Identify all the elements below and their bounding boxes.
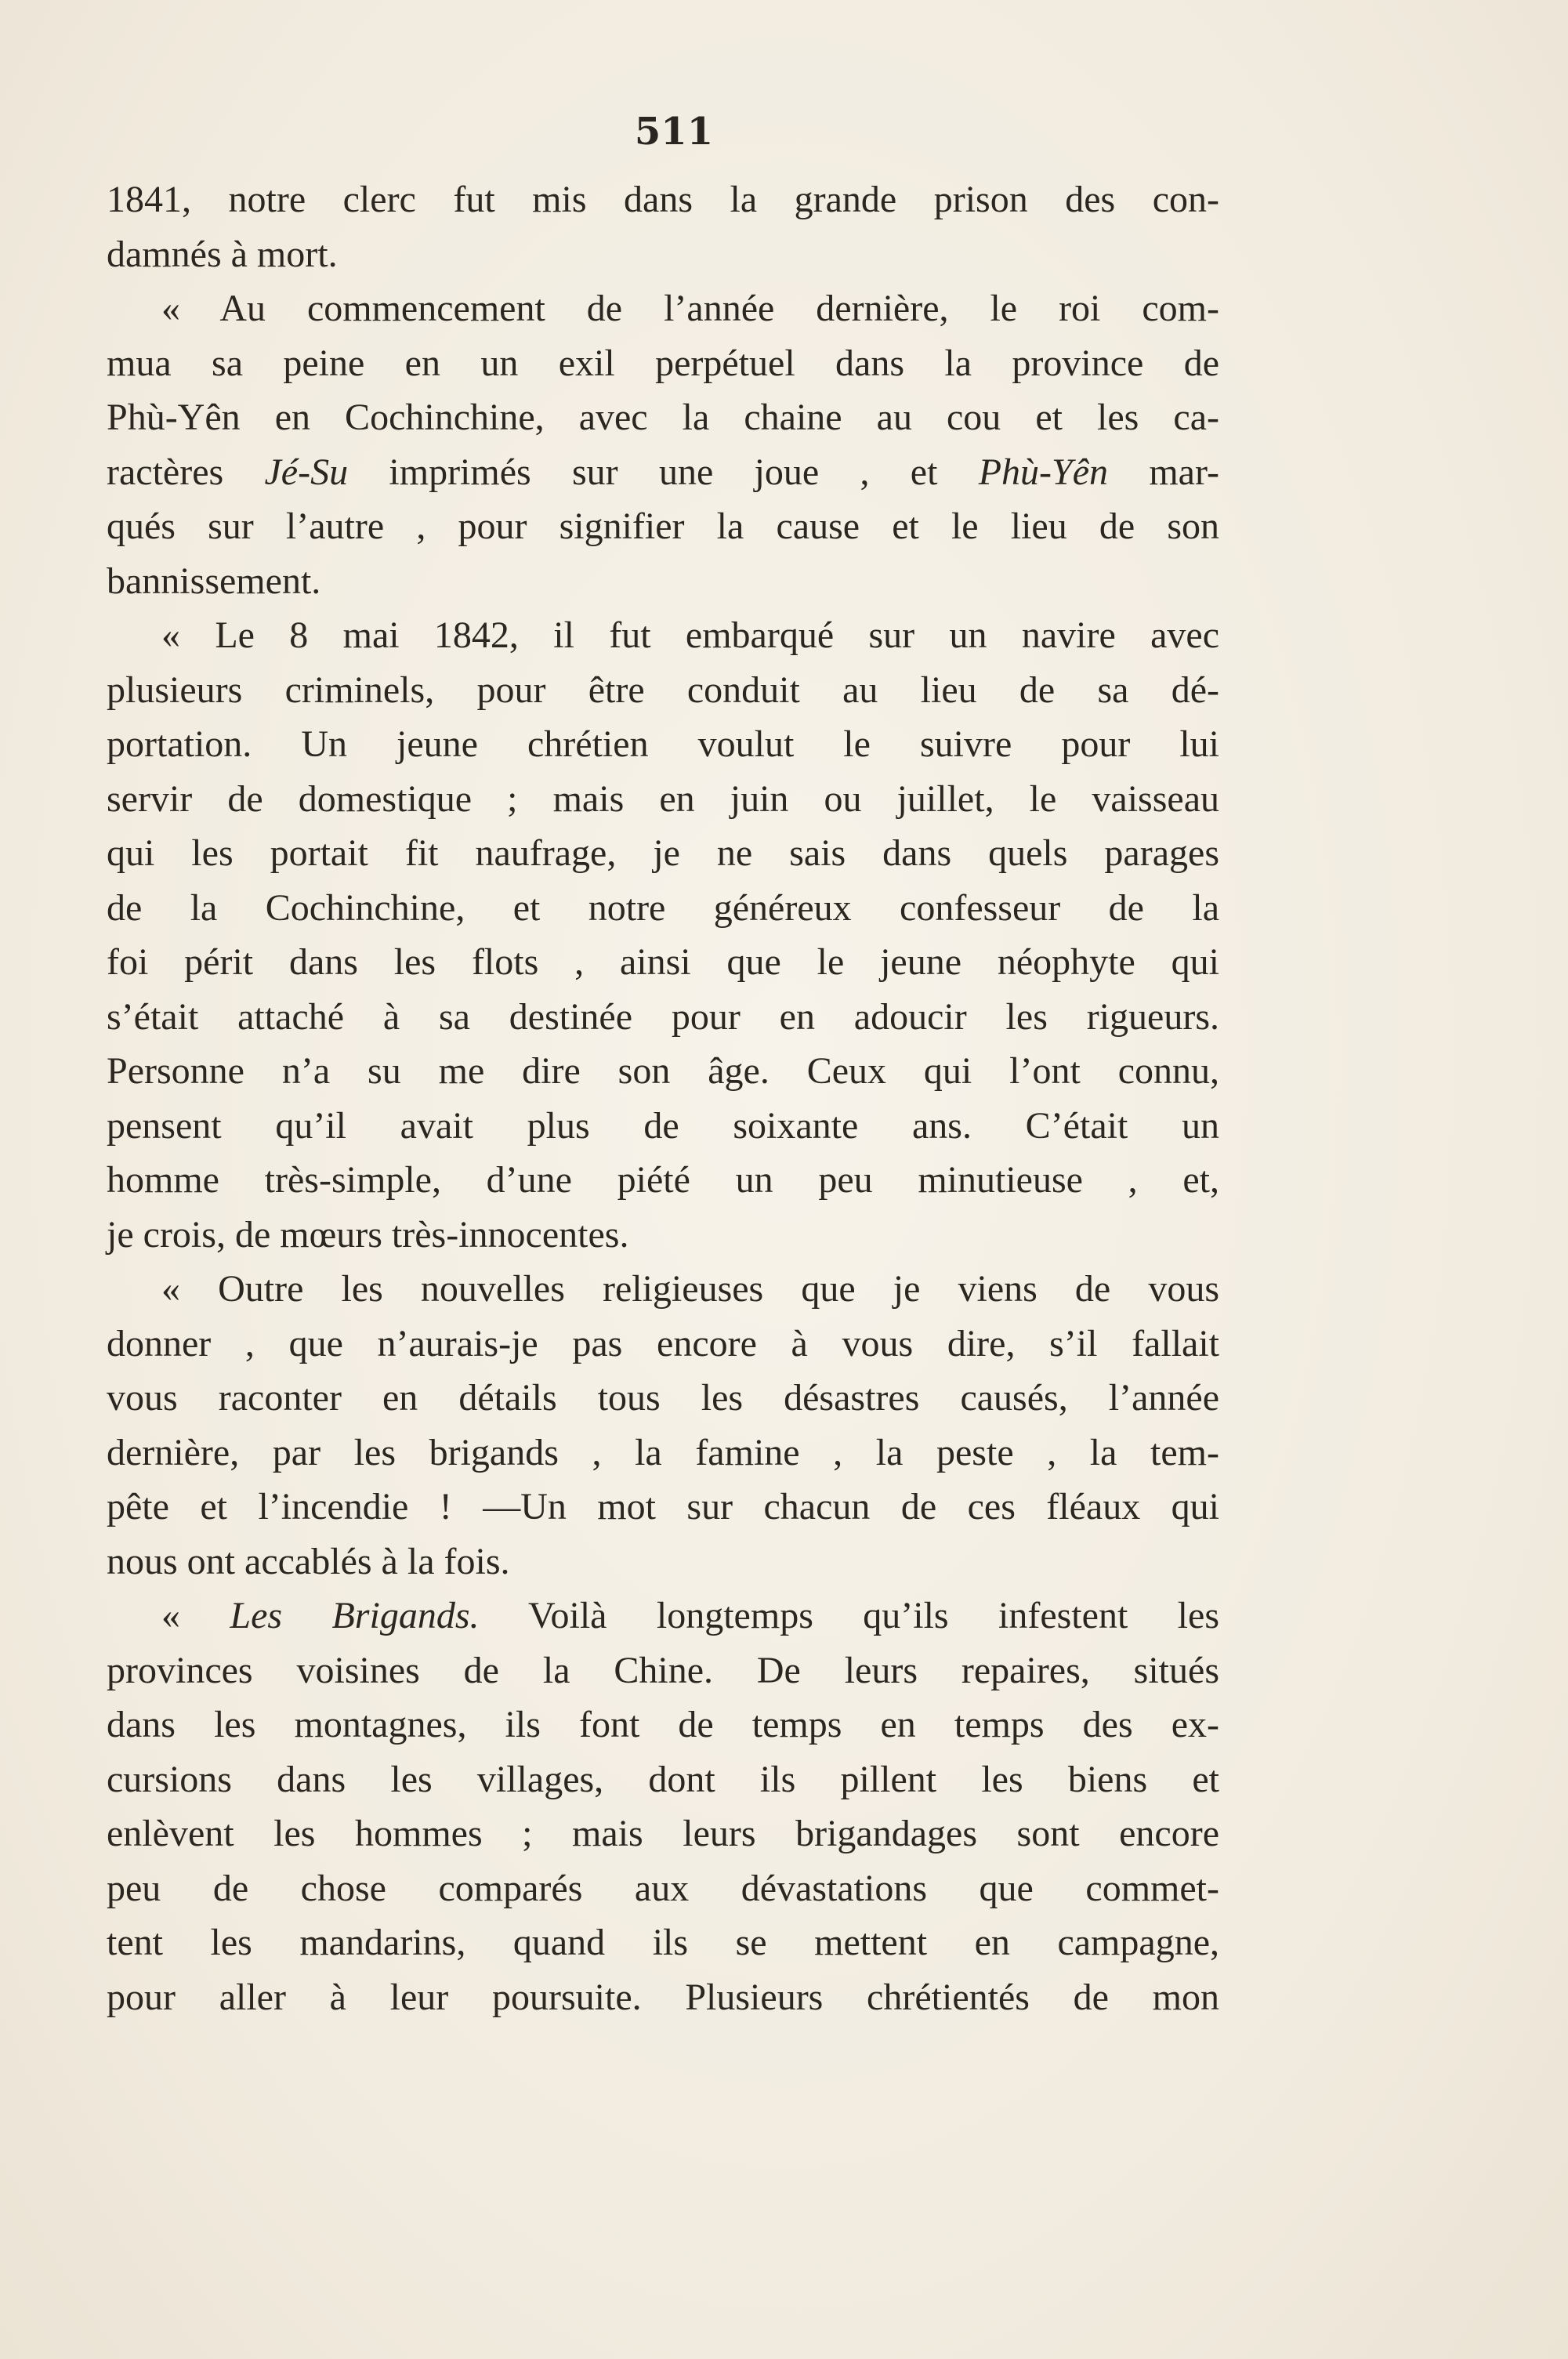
text-line [107, 499, 1219, 554]
text-line [107, 281, 1219, 336]
line-text: dans les montagnes, ils font de temps en temps des ex- [107, 1704, 1219, 1745]
line-text: je crois, de mœurs très-innocentes. [107, 1213, 629, 1256]
text-line [107, 935, 1219, 990]
text-line [107, 390, 1219, 445]
line-text: s’était attaché à sa destinée pour en adoucir les rigueurs. [107, 995, 1219, 1038]
line-text: pensent qu’il avait plus de soixante ans. C’était un [107, 1104, 1219, 1147]
text-line [107, 1970, 1219, 2025]
text-line [107, 1153, 1219, 1208]
text-line [107, 1099, 1219, 1154]
text-line [107, 608, 1219, 663]
line-text: imprimés sur une joue , et [348, 451, 979, 493]
text-line [107, 554, 1219, 609]
line-text: dernière, par les brigands , la famine , la peste , la tem- [107, 1431, 1219, 1473]
text-line [107, 1371, 1219, 1426]
line-text: « Au commencement de l’année dernière, le roi com- [161, 288, 1219, 329]
line-text: 1841, notre clerc fut mis dans la grande prison des con- [107, 179, 1219, 220]
italic-term: Jé-Su [264, 451, 349, 493]
line-text: homme très-simple, d’une piété un peu minutieuse , et, [107, 1159, 1219, 1201]
line-text: provinces voisines de la Chine. De leurs repaires, situés [107, 1649, 1219, 1691]
text-line [107, 1480, 1219, 1535]
text-line [107, 1208, 1219, 1263]
line-text: pête et l’incendie ! —Un mot sur chacun de ces fléaux qui [107, 1486, 1219, 1527]
line-text: « Outre les nouvelles religieuses que je viens de vous [161, 1268, 1219, 1310]
line-text: mar- [1108, 451, 1219, 493]
line-text: pour aller à leur poursuite. Plusieurs chrétientés de mon [107, 1976, 1219, 2018]
text-line [107, 1262, 1219, 1317]
line-text: de la Cochinchine, et notre généreux confesseur de la [107, 886, 1219, 929]
line-text: peu de chose comparés aux dévastations que commet- [107, 1867, 1219, 1909]
line-text: vous raconter en détails tous les désastres causés, l’année [107, 1377, 1219, 1419]
line-text: foi périt dans les flots , ainsi que le jeune néophyte qui [107, 941, 1219, 983]
line-text: nous ont accablés à la fois. [107, 1540, 510, 1582]
line-text: « [161, 1595, 230, 1636]
text-line [107, 1535, 1219, 1589]
line-text: enlèvent les hommes ; mais leurs brigandages sont encore [107, 1813, 1219, 1854]
text-line [107, 172, 1219, 227]
text-line [107, 1044, 1219, 1099]
text-line [107, 1698, 1219, 1752]
text-line [107, 772, 1219, 827]
page-number: 511 [634, 110, 714, 154]
text-line [107, 227, 1219, 282]
text-line [107, 1317, 1219, 1372]
line-text: tent les mandarins, quand ils se mettent en campagne, [107, 1922, 1219, 1963]
text-line [107, 445, 1219, 500]
text-line [107, 1426, 1219, 1480]
italic-heading: Les Brigands. [230, 1595, 480, 1636]
text-line [107, 990, 1219, 1045]
text-line [107, 336, 1219, 391]
text-line [107, 1589, 1219, 1643]
line-text: cursions dans les villages, dont ils pillent les biens et [107, 1758, 1219, 1800]
line-text: donner , que n’aurais-je pas encore à vous dire, s’il fallait [107, 1322, 1219, 1364]
line-text: bannissement. [107, 560, 321, 602]
text-line [107, 826, 1219, 881]
text-line [107, 1643, 1219, 1698]
line-text: servir de domestique ; mais en juin ou juillet, le vaisseau [107, 777, 1219, 820]
line-text: Personne n’a su me dire son âge. Ceux qui l’ont connu, [107, 1050, 1219, 1092]
text-line [107, 1861, 1219, 1916]
text-line [107, 881, 1219, 936]
text-line [107, 1752, 1219, 1807]
line-text: plusieurs criminels, pour être conduit au lieu de sa dé- [107, 669, 1219, 711]
line-text: portation. Un jeune chrétien voulut le suivre pour lui [107, 723, 1219, 765]
line-text: mua sa peine en un exil perpétuel dans la province de [107, 342, 1219, 384]
line-text: « Le 8 mai 1842, il fut embarqué sur un navire avec [161, 614, 1219, 656]
italic-term: Phù-Yên [978, 451, 1109, 493]
text-line [107, 717, 1219, 772]
body-text [107, 172, 1219, 2024]
line-text: Phù-Yên en Cochinchine, avec la chaine au cou et les ca- [107, 397, 1219, 438]
line-text: qui les portait fit naufrage, je ne sais dans quels parages [107, 832, 1219, 874]
line-text: damnés à mort. [107, 233, 338, 275]
line-text: qués sur l’autre , pour signifier la cause et le lieu de son [107, 506, 1219, 547]
line-text: Voilà longtemps qu’ils infestent les [479, 1595, 1220, 1636]
line-text: ractères [107, 451, 265, 493]
text-line [107, 1915, 1219, 1970]
text-line [107, 1806, 1219, 1861]
text-line [107, 663, 1219, 718]
